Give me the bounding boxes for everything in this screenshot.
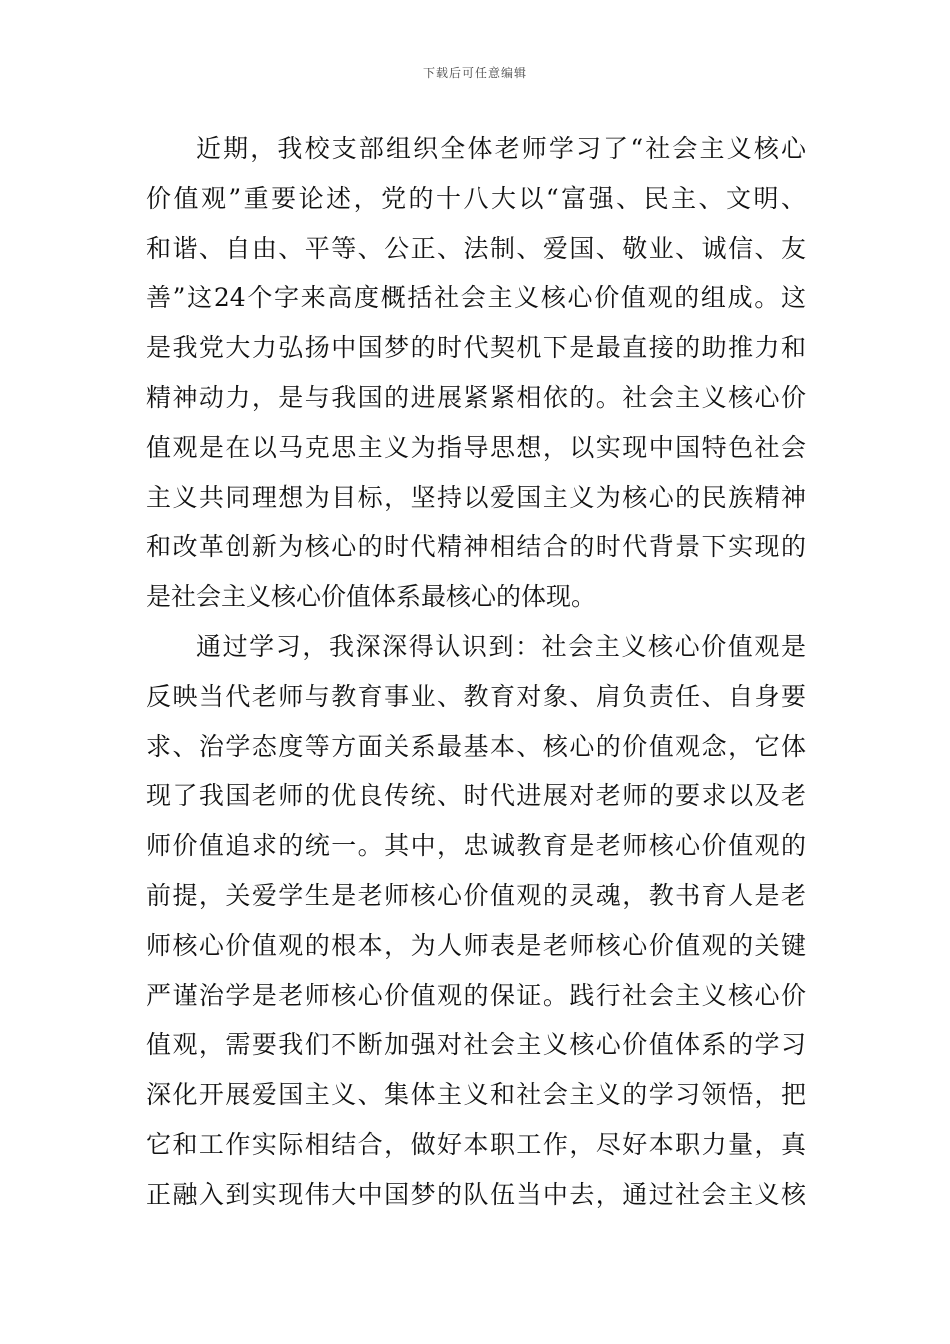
- text-line: 值观，需要我们不断加强对社会主义核心价值体系的学习: [146, 1030, 806, 1060]
- text-line: 正融入到实现伟大中国梦的队伍当中去，通过社会主义核: [146, 1179, 806, 1209]
- text-line: 是社会主义核心价值体系最核心的体现。: [146, 582, 597, 612]
- text-line: 现了我国老师的优良传统、时代进展对老师的要求以及老: [146, 781, 806, 811]
- text-line: 严谨治学是老师核心价值观的保证。践行社会主义核心价: [146, 980, 806, 1010]
- text-line: 它和工作实际相结合，做好本职工作，尽好本职力量，真: [146, 1129, 806, 1159]
- paragraph-2: [146, 622, 806, 1220]
- text-line: 是我党大力弘扬中国梦的时代契机下是最直接的助推力和: [146, 333, 806, 363]
- text-line: 和谐、自由、平等、公正、法制、爱国、敬业、诚信、友: [146, 233, 806, 263]
- text-line: 善”这24个字来高度概括社会主义核心价值观的组成。这: [146, 283, 806, 313]
- document-body: [146, 124, 806, 1220]
- text-line: 求、治学态度等方面关系最基本、核心的价值观念，它体: [146, 731, 806, 761]
- text-line: 通过学习，我深深得认识到：社会主义核心价值观是: [196, 631, 806, 661]
- text-line: 近期，我校支部组织全体老师学习了“社会主义核心: [196, 134, 806, 163]
- text-line: 师价值追求的统一。其中，忠诚教育是老师核心价值观的: [146, 831, 806, 861]
- text-line: 前提，关爱学生是老师核心价值观的灵魂，教书育人是老: [146, 880, 806, 910]
- text-line: 反映当代老师与教育事业、教育对象、肩负责任、自身要: [146, 681, 806, 711]
- text-line: 深化开展爱国主义、集体主义和社会主义的学习领悟，把: [146, 1080, 806, 1110]
- paragraph-1: [146, 124, 806, 622]
- page-header: 下载后可任意编辑: [422, 66, 527, 80]
- text-line: 和改革创新为核心的时代精神相结合的时代背景下实现的: [146, 532, 806, 562]
- text-line: 师核心价值观的根本，为人师表是老师核心价值观的关键: [146, 930, 806, 960]
- text-line: 主义共同理想为目标，坚持以爱国主义为核心的民族精神: [146, 482, 806, 512]
- text-line: 值观是在以马克思主义为指导思想，以实现中国特色社会: [146, 432, 806, 462]
- text-line: 精神动力，是与我国的进展紧紧相依的。社会主义核心价: [146, 382, 806, 412]
- text-line: 价值观”重要论述，党的十八大以“富强、民主、文明、: [146, 183, 806, 213]
